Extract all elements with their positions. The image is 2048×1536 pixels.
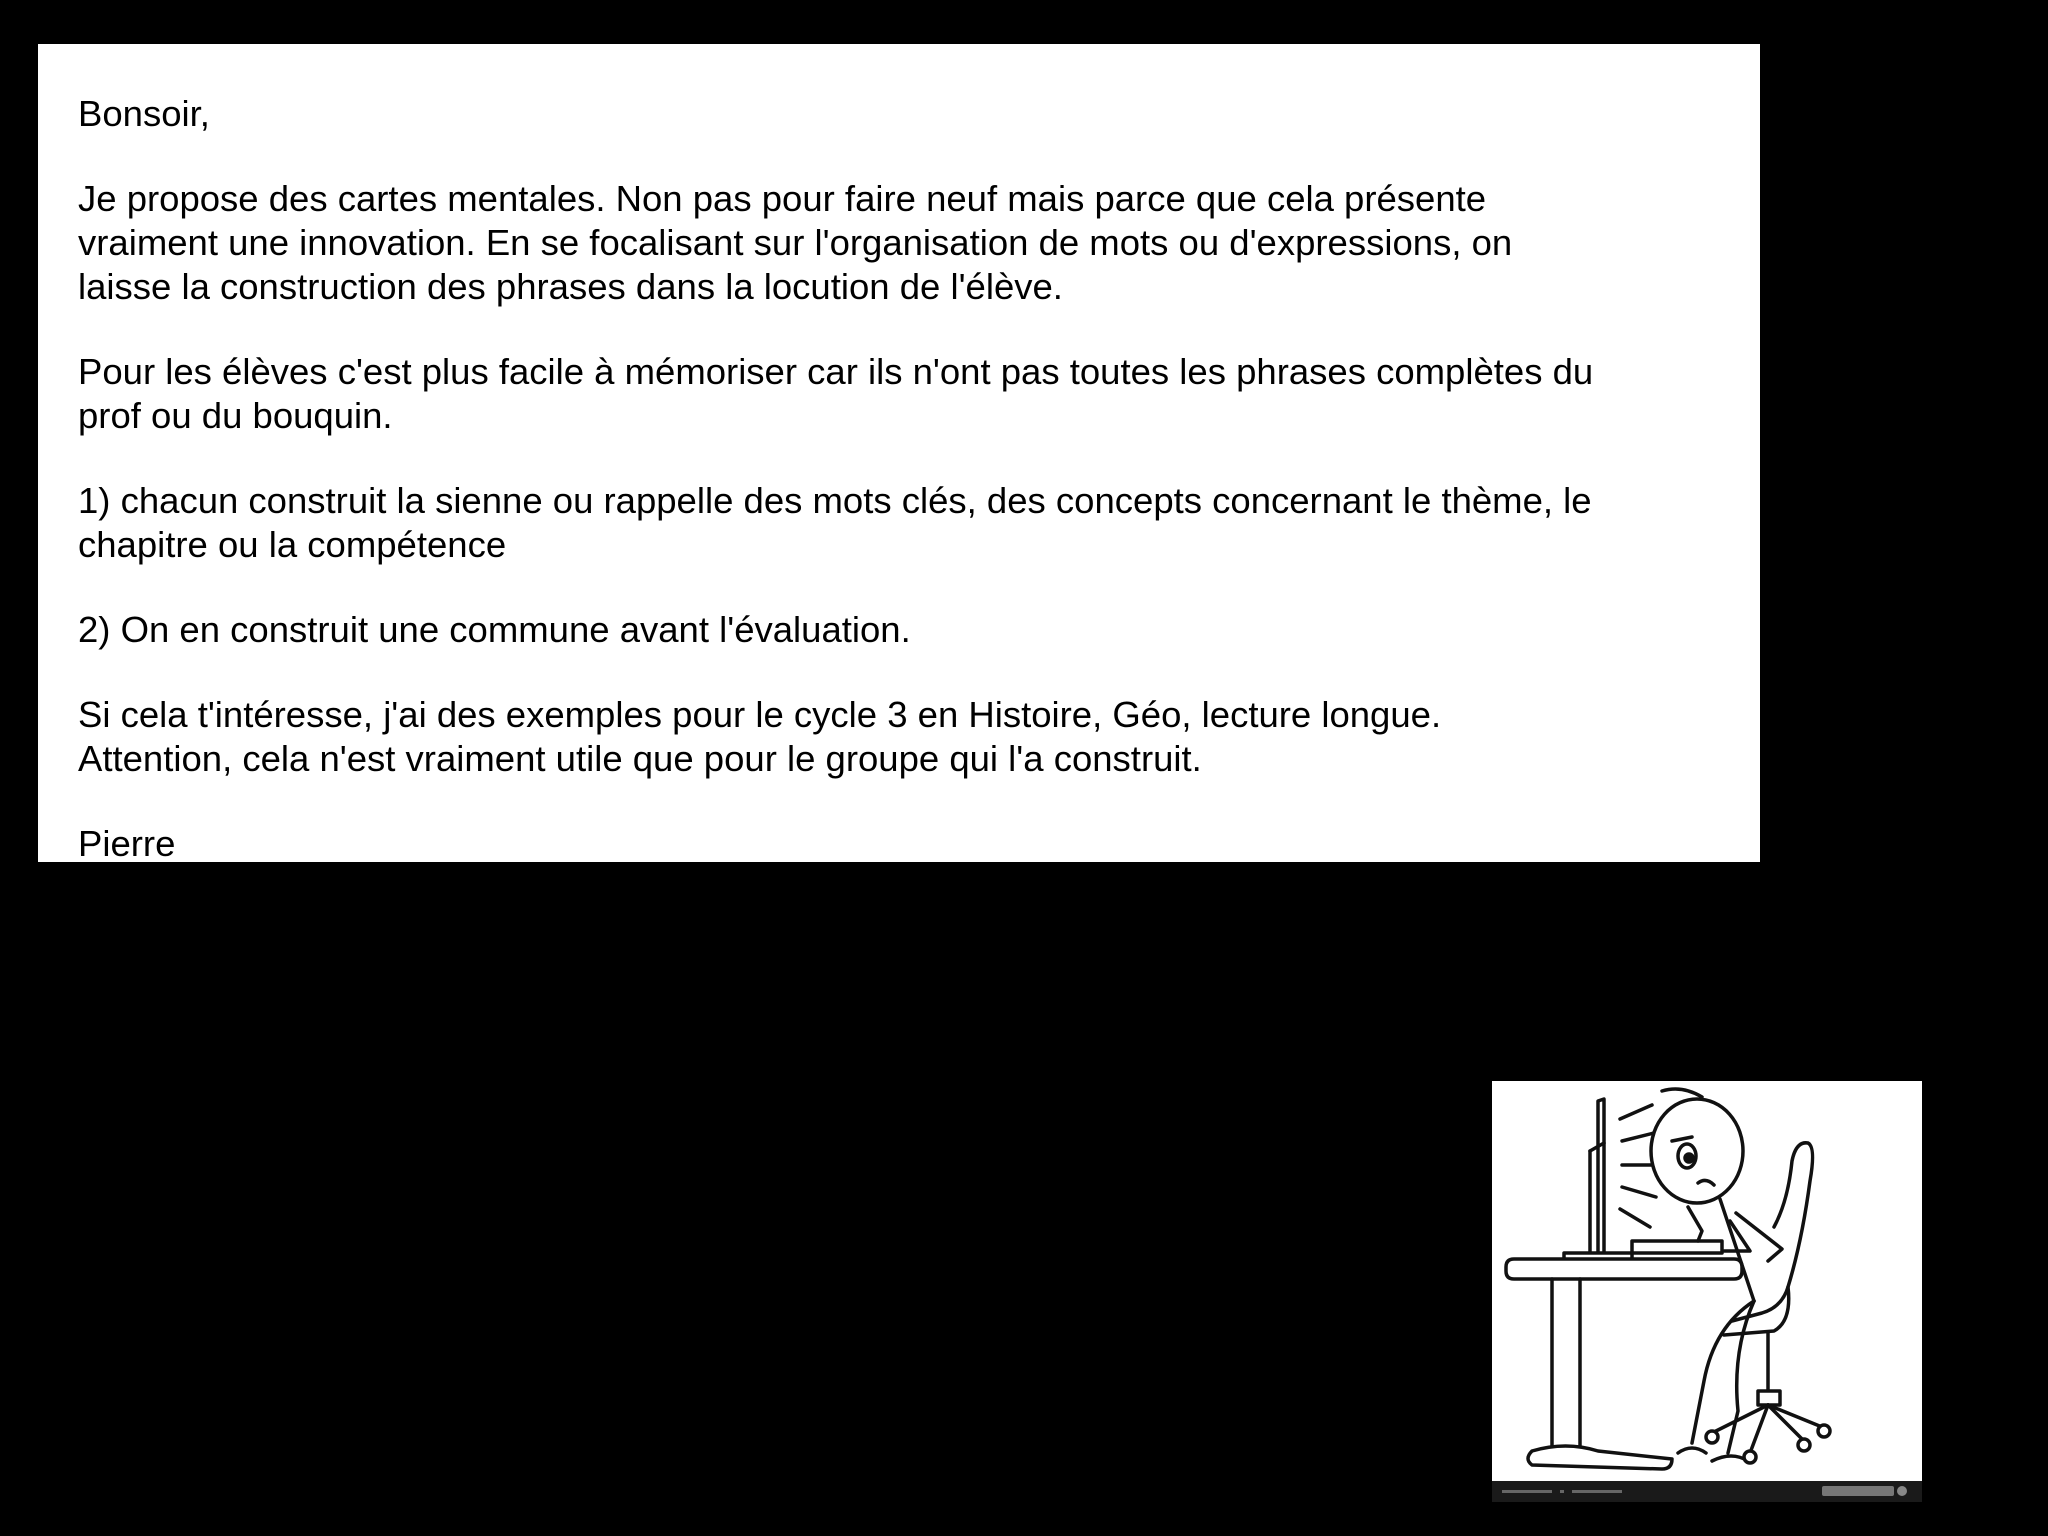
stick-figure-illustration [1492,1081,1922,1502]
paragraph-memorization: Pour les élèves c'est plus facile à mémoriser car ils n'ont pas toutes les phrases complètes du prof ou du bouquin. [78,351,1594,436]
stick-figure-typing-icon [1492,1081,1922,1502]
signature: Pierre [78,823,176,862]
step-two: 2) On en construit une commune avant l'évaluation. [78,609,911,650]
greeting: Bonsoir, [78,93,210,134]
paragraph-offer: Si cela t'intéresse, j'ai des exemples pour le cycle 3 en Histoire, Géo, lecture longue. Attention, cela n'est vraiment utile que pour le groupe qui l'a construit. [78,694,1442,779]
paragraph-proposal: Je propose des cartes mentales. Non pas pour faire neuf mais parce que cela présente vraiment une innovation. En se focalisant sur l'organisation de mots ou d'expressions, on laisse la construction des phrases dans la locution de l'élève. [78,178,1513,307]
step-one: 1) chacun construit la sienne ou rappelle des mots clés, des concepts concernant le thème, le chapitre ou la compétence [78,480,1592,565]
message-body [78,92,1758,862]
message-panel [38,44,1760,862]
